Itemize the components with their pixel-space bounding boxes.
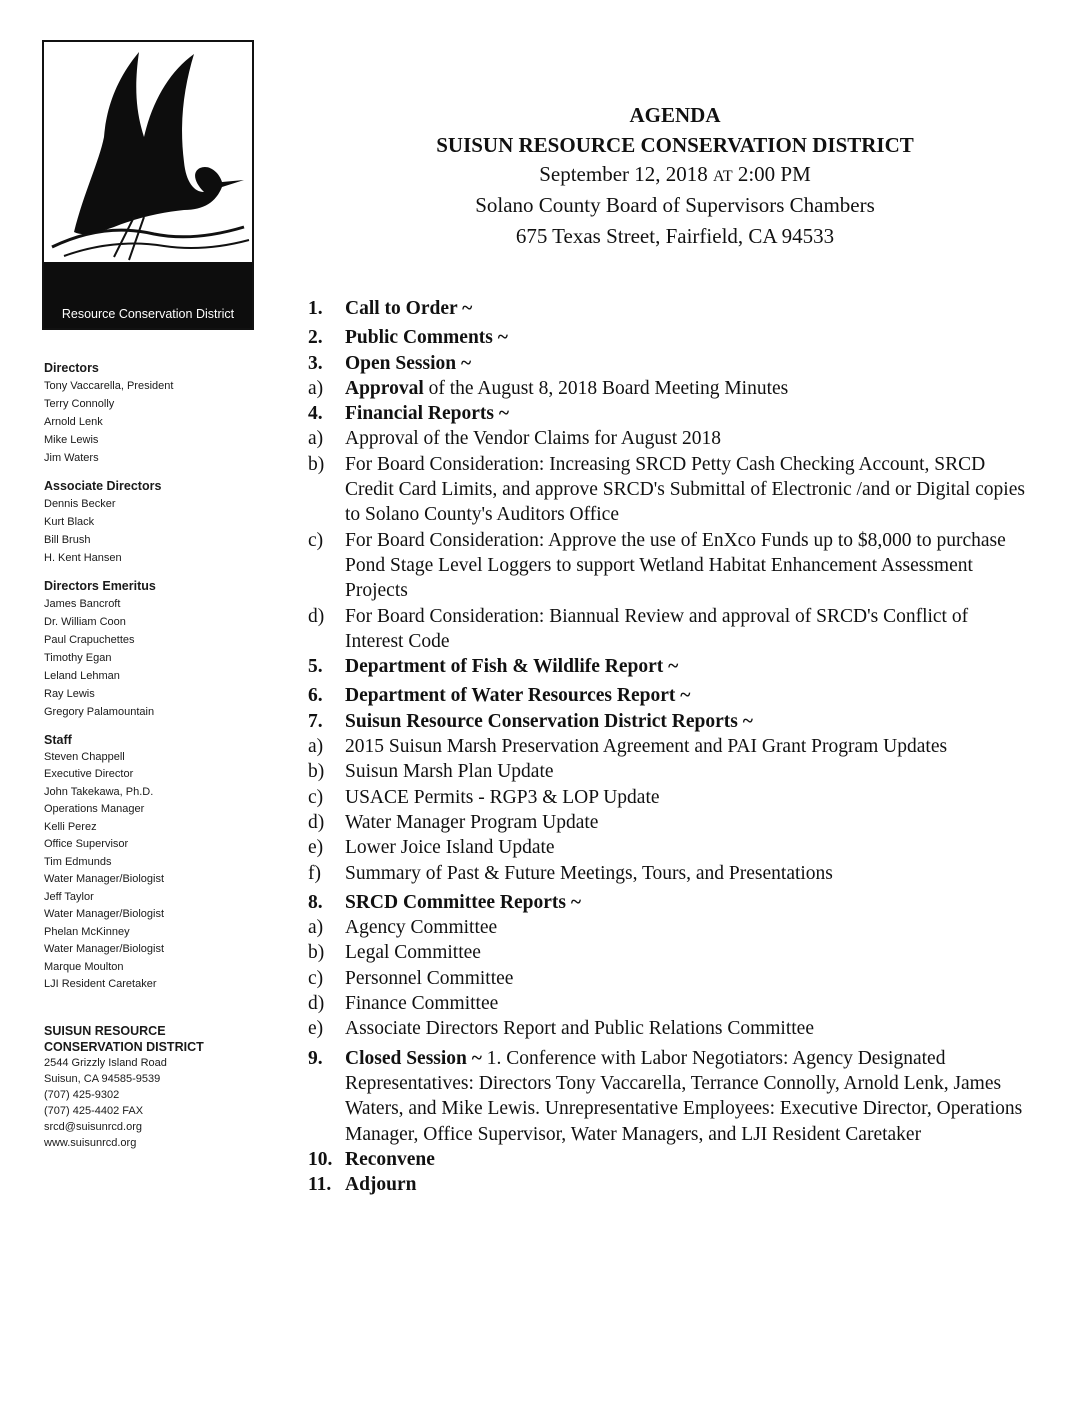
staff-name: John Takekawa, Ph.D. bbox=[44, 786, 154, 798]
subitem-text: Agency Committee bbox=[345, 917, 498, 939]
subitem-marker: e) bbox=[308, 1018, 324, 1040]
heron-icon bbox=[44, 42, 252, 272]
agenda-subitem bbox=[308, 785, 1028, 810]
meeting-address: 675 Texas Street, Fairfield, CA 94533 bbox=[515, 224, 835, 248]
item-body bbox=[345, 1046, 1028, 1147]
subitem-marker: a) bbox=[308, 736, 324, 758]
associate-director-name: Dennis Becker bbox=[44, 498, 116, 510]
agenda-subitem bbox=[308, 604, 1028, 655]
item-number: 4. bbox=[308, 403, 323, 425]
emeritus-name: Ray Lewis bbox=[44, 688, 95, 700]
page-title: AGENDA bbox=[629, 103, 721, 127]
emeritus-name: Dr. William Coon bbox=[44, 616, 126, 628]
subitem-text: Finance Committee bbox=[345, 993, 499, 1015]
agenda-item bbox=[308, 1172, 1028, 1197]
subitem-marker: a) bbox=[308, 428, 324, 450]
org-address-line2: Suisun, CA 94585-9539 bbox=[44, 1073, 161, 1085]
staff-name: Phelan McKinney bbox=[44, 926, 130, 938]
subitem-text: Suisun Marsh Plan Update bbox=[345, 761, 554, 783]
section-heading: Staff bbox=[44, 733, 72, 747]
directors-emeritus-section bbox=[44, 579, 254, 721]
agenda-subitem bbox=[308, 991, 1028, 1016]
agenda-subitem bbox=[308, 528, 1028, 604]
subitem-text bbox=[345, 376, 1028, 401]
staff-entry bbox=[44, 819, 254, 853]
item-number: 8. bbox=[308, 891, 323, 913]
item-description: 1. Conference with Labor Negotiators: Agency Designated Representatives: Directors Tony Vaccarella, Terrance Connolly, Arnold Lenk, James Waters, and Mike Lewis. Unrepresentative Employees: Executive Director, Operations Manager, Office Supervisor, Water Managers, and LJI Resident Caretaker bbox=[345, 1047, 1023, 1145]
subitem-marker: b) bbox=[308, 453, 325, 475]
item-title: Public Comments ~ bbox=[345, 327, 508, 349]
meeting-date: September 12, 2018 bbox=[539, 162, 708, 186]
agenda-list bbox=[308, 296, 1028, 1197]
org-title: SUISUN RESOURCE CONSERVATION DISTRICT bbox=[436, 133, 914, 157]
staff-title: LJI Resident Caretaker bbox=[44, 978, 157, 990]
directors-section bbox=[44, 361, 254, 467]
subitem-marker: f) bbox=[308, 862, 321, 884]
org-email: srcd@suisunrcd.org bbox=[44, 1121, 142, 1133]
item-title: Adjourn bbox=[345, 1174, 417, 1196]
staff-entry bbox=[44, 854, 254, 888]
agenda-subitem bbox=[308, 861, 1028, 886]
agenda-subitem bbox=[308, 966, 1028, 991]
subitem-marker: b) bbox=[308, 761, 325, 783]
associate-director-name: Kurt Black bbox=[44, 516, 95, 528]
item-number: 10. bbox=[308, 1148, 333, 1170]
org-website: www.suisunrcd.org bbox=[44, 1137, 137, 1149]
staff-entry bbox=[44, 924, 254, 958]
item-number: 6. bbox=[308, 685, 323, 707]
director-name: Arnold Lenk bbox=[44, 416, 103, 428]
item-number: 11. bbox=[308, 1174, 332, 1196]
subitem-marker: c) bbox=[308, 786, 324, 808]
meeting-location: Solano County Board of Supervisors Chambers bbox=[475, 193, 875, 217]
subitem-marker: a) bbox=[308, 377, 324, 399]
associate-director-name: H. Kent Hansen bbox=[44, 552, 122, 564]
item-title: Financial Reports ~ bbox=[345, 403, 509, 425]
subitem-text: Legal Committee bbox=[345, 942, 481, 964]
director-name: Terry Connolly bbox=[44, 398, 115, 410]
item-number: 2. bbox=[308, 327, 323, 349]
director-name: Mike Lewis bbox=[44, 434, 99, 446]
agenda-subitem bbox=[308, 1016, 1028, 1041]
staff-name: Marque Moulton bbox=[44, 961, 124, 973]
agenda-item bbox=[308, 683, 1028, 708]
subitem-text: For Board Consideration: Biannual Review and approval of SRCD's Conflict of Interest Code bbox=[345, 605, 969, 652]
associate-directors-section bbox=[44, 479, 254, 567]
subitem-marker: d) bbox=[308, 993, 325, 1015]
district-logo bbox=[42, 40, 254, 330]
subitem-marker: d) bbox=[308, 605, 325, 627]
item-title: SRCD Committee Reports ~ bbox=[345, 891, 581, 913]
logo-band bbox=[44, 262, 252, 328]
staff-name: Steven Chappell bbox=[44, 751, 125, 763]
agenda-item bbox=[308, 1147, 1028, 1172]
sidebar bbox=[44, 361, 254, 1151]
subitem-marker: e) bbox=[308, 837, 324, 859]
item-title: Closed Session ~ bbox=[345, 1047, 482, 1069]
staff-title: Water Manager/Biologist bbox=[44, 943, 165, 955]
agenda-subitem bbox=[308, 734, 1028, 759]
item-number: 7. bbox=[308, 710, 323, 732]
agenda-subitem bbox=[308, 940, 1028, 965]
org-contact-block bbox=[44, 1023, 254, 1151]
subitem-text: Summary of Past & Future Meetings, Tours, and Presentations bbox=[345, 862, 833, 884]
emeritus-name: Paul Crapuchettes bbox=[44, 634, 135, 646]
agenda-subitem bbox=[308, 426, 1028, 451]
item-title: Department of Fish & Wildlife Report ~ bbox=[345, 656, 679, 678]
item-title: Department of Water Resources Report ~ bbox=[345, 685, 691, 707]
subitem-text: USACE Permits - RGP3 & LOP Update bbox=[345, 786, 660, 808]
section-heading: Directors bbox=[44, 361, 99, 375]
org-name-line1: SUISUN RESOURCE bbox=[44, 1024, 166, 1038]
logo-caption: Resource Conservation District bbox=[61, 307, 235, 321]
meeting-time: 2:00 PM bbox=[737, 162, 811, 186]
org-phone: (707) 425-9302 bbox=[44, 1089, 120, 1101]
staff-section bbox=[44, 733, 254, 993]
staff-entry bbox=[44, 959, 254, 993]
section-heading: Associate Directors bbox=[44, 479, 162, 493]
staff-title: Office Supervisor bbox=[44, 838, 129, 850]
subitem-marker: d) bbox=[308, 811, 325, 833]
emeritus-name: Gregory Palamountain bbox=[44, 706, 155, 718]
staff-entry bbox=[44, 784, 254, 818]
staff-name: Jeff Taylor bbox=[44, 891, 94, 903]
subitem-rest-text: of the August 8, 2018 Board Meeting Minutes bbox=[423, 377, 789, 399]
director-name: Jim Waters bbox=[44, 452, 99, 464]
item-number: 3. bbox=[308, 352, 323, 374]
agenda-item bbox=[308, 654, 1028, 679]
item-title: Suisun Resource Conservation District Reports ~ bbox=[345, 710, 753, 732]
agenda-subitem bbox=[308, 452, 1028, 528]
meeting-at: AT bbox=[713, 168, 733, 185]
staff-entry bbox=[44, 749, 254, 783]
agenda-subitem bbox=[308, 759, 1028, 784]
agenda-subitem bbox=[308, 915, 1028, 940]
subitem-text: Water Manager Program Update bbox=[345, 811, 599, 833]
agenda-subitem bbox=[308, 835, 1028, 860]
director-name: Tony Vaccarella, President bbox=[44, 380, 174, 392]
item-title: Open Session ~ bbox=[345, 352, 472, 374]
subitem-marker: b) bbox=[308, 942, 325, 964]
subitem-marker: c) bbox=[308, 529, 324, 551]
associate-director-name: Bill Brush bbox=[44, 534, 91, 546]
org-name-line2: CONSERVATION DISTRICT bbox=[44, 1040, 204, 1054]
subitem-text: Lower Joice Island Update bbox=[345, 837, 555, 859]
agenda-item bbox=[308, 401, 1028, 426]
emeritus-name: James Bancroft bbox=[44, 598, 121, 610]
staff-title: Water Manager/Biologist bbox=[44, 873, 165, 885]
section-heading: Directors Emeritus bbox=[44, 579, 156, 593]
subitem-text: Personnel Committee bbox=[345, 967, 514, 989]
staff-name: Tim Edmunds bbox=[44, 856, 112, 868]
staff-title: Executive Director bbox=[44, 768, 134, 780]
emeritus-name: Leland Lehman bbox=[44, 670, 120, 682]
staff-entry bbox=[44, 889, 254, 923]
agenda-subitem bbox=[308, 376, 1028, 401]
subitem-marker: c) bbox=[308, 967, 324, 989]
emeritus-name: Timothy Egan bbox=[44, 652, 112, 664]
org-address-line1: 2544 Grizzly Island Road bbox=[44, 1057, 167, 1069]
item-number: 9. bbox=[308, 1047, 323, 1069]
meeting-datetime bbox=[360, 162, 990, 187]
agenda-item bbox=[308, 296, 1028, 321]
subitem-text: For Board Consideration: Increasing SRCD Petty Cash Checking Account, SRCD Credit Card Limits, and approve SRCD's Submittal of Electronic /and or Digital copies to Solano County's Auditors Office bbox=[345, 453, 1025, 526]
item-title: Reconvene bbox=[345, 1148, 435, 1170]
subitem-text: Associate Directors Report and Public Relations Committee bbox=[345, 1018, 814, 1040]
agenda-item bbox=[308, 709, 1028, 734]
subitem-marker: a) bbox=[308, 917, 324, 939]
subitem-text: For Board Consideration: Approve the use of EnXco Funds up to $8,000 to purchase Pond Stage Level Loggers to support Wetland Habitat Enhancement Assessment Projects bbox=[345, 529, 1006, 602]
staff-name: Kelli Perez bbox=[44, 821, 97, 833]
agenda-subitem bbox=[308, 810, 1028, 835]
agenda-item bbox=[308, 325, 1028, 350]
item-title: Call to Order ~ bbox=[345, 298, 473, 319]
item-number: 1. bbox=[308, 298, 323, 319]
item-number: 5. bbox=[308, 656, 323, 678]
agenda-item bbox=[308, 1046, 1028, 1147]
agenda-item bbox=[308, 890, 1028, 915]
org-fax: (707) 425-4402 FAX bbox=[44, 1105, 144, 1117]
subitem-bold-text: Approval bbox=[345, 377, 424, 399]
staff-title: Operations Manager bbox=[44, 803, 145, 815]
staff-title: Water Manager/Biologist bbox=[44, 908, 165, 920]
subitem-text: 2015 Suisun Marsh Preservation Agreement and PAI Grant Program Updates bbox=[345, 736, 948, 758]
agenda-item bbox=[308, 351, 1028, 376]
subitem-text: Approval of the Vendor Claims for August 2018 bbox=[345, 428, 722, 450]
